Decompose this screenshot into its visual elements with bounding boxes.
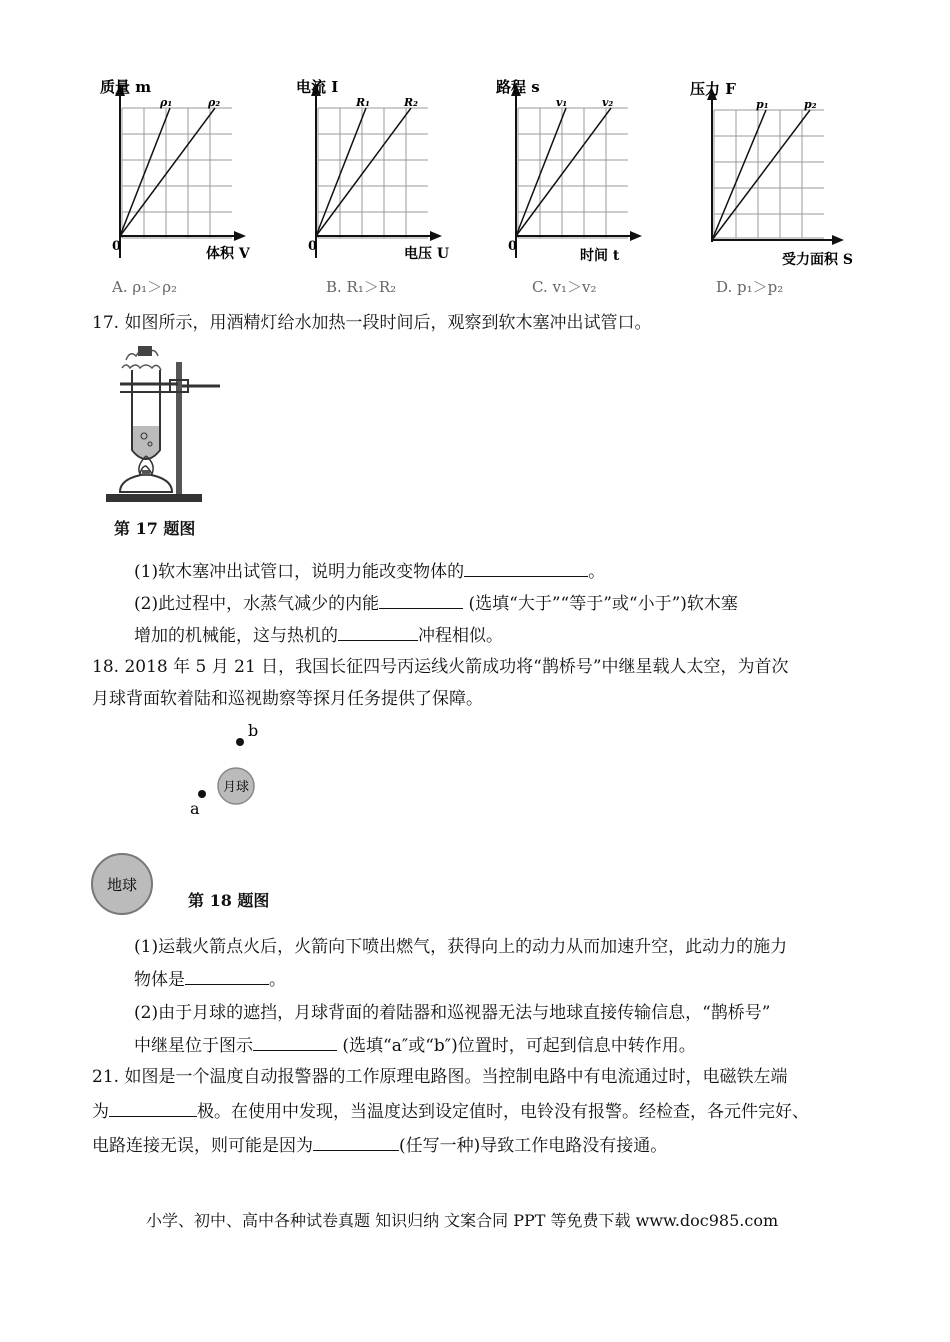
q17-blank-2[interactable] — [379, 592, 463, 609]
q17-part2-text-b: (选填“大于”“等于”或“小于”)软木塞 — [463, 594, 738, 614]
graph-b-line1-label: R₁ — [356, 96, 370, 109]
q17-apparatus-svg — [100, 340, 230, 520]
cork-icon — [138, 346, 152, 356]
q18-part1-text-b: 物体是 — [134, 970, 185, 990]
q21-blank-2[interactable] — [313, 1134, 399, 1151]
q18-caption: 第 18 题图 — [188, 891, 270, 910]
graph-a-svg — [100, 78, 280, 300]
q18-blank-1[interactable] — [185, 968, 269, 985]
graph-b-line2-label: R₂ — [404, 96, 418, 109]
q21-line1: 21. 如图是一个温度自动报警器的工作原理电路图。当控制电路中有电流通过时，电磁铁左端 — [92, 1067, 788, 1087]
graph-a-line2-label: ρ₂ — [208, 96, 221, 109]
q17-stem: 17. 如图所示，用酒精灯给水加热一段时间后，观察到软木塞冲出试管口。 — [92, 313, 652, 333]
q21-text-a: 为 — [92, 1102, 109, 1122]
q18-blank-2[interactable] — [253, 1034, 337, 1051]
q18-part1-line2 — [134, 968, 286, 991]
graph-c-line2-label: v₂ — [602, 96, 614, 109]
option-d: D. p₁＞p₂ — [716, 278, 784, 296]
q17-part2-text-a: (2)此过程中，水蒸气减少的内能 — [134, 594, 380, 614]
q21-blank-1[interactable] — [109, 1100, 197, 1117]
q18-part1-end: 。 — [269, 970, 286, 990]
graph-a-xlabel: 体积 V — [206, 246, 250, 262]
graph-a-line1-label: ρ₁ — [160, 96, 173, 109]
q17-part2-line2 — [134, 624, 503, 647]
graph-c — [496, 78, 676, 300]
point-b-icon — [236, 738, 244, 746]
q18-part1-line1: (1)运载火箭点火后，火箭向下喷出燃气，获得向上的动力从而加速升空，此动力的施力 — [134, 937, 788, 957]
q17-part1-end: 。 — [588, 562, 606, 582]
q21-text-b: 极。在使用中发现，当温度达到设定值时，电铃没有报警。经检查，各元件完好、 — [197, 1102, 809, 1122]
graph-c-svg — [496, 78, 676, 300]
graph-b-xlabel: 电压 U — [404, 246, 450, 262]
graph-b-ylabel: 电流 I — [296, 78, 339, 96]
label-a: a — [190, 799, 200, 818]
label-b: b — [248, 721, 259, 740]
earth-label: 地球 — [106, 876, 138, 894]
q17-figure — [100, 340, 230, 520]
option-c: C. v₁＞v₂ — [532, 278, 597, 296]
graph-a-origin: 0 — [112, 239, 122, 254]
q18-part2-line1: (2)由于月球的遮挡，月球背面的着陆器和巡视器无法与地球直接传输信息，“鹊桥号” — [134, 1003, 771, 1023]
option-b: B. R₁＞R₂ — [326, 278, 397, 296]
q17-part2-text-c: 增加的机械能，这与热机的 — [134, 626, 338, 646]
graph-d-svg — [690, 82, 880, 300]
graph-a — [100, 78, 280, 300]
graph-d-line1-label: p₁ — [756, 98, 769, 111]
q17-part1-text: (1)软木塞冲出试管口，说明力能改变物体的 — [134, 562, 465, 582]
moon-label: 月球 — [222, 780, 250, 795]
graph-c-origin: 0 — [508, 239, 518, 254]
page-footer: 小学、初中、高中各种试卷真题 知识归纳 文案合同 PPT 等免费下载 www.doc985.com — [146, 1211, 779, 1230]
q17-blank-1[interactable] — [464, 560, 588, 577]
graph-b — [296, 78, 476, 300]
q17-blank-3[interactable] — [338, 624, 418, 641]
option-a: A. ρ₁＞ρ₂ — [112, 278, 178, 296]
q17-part1 — [134, 560, 605, 583]
q21-text-c: 电路连接无误，则可能是因为 — [92, 1136, 313, 1156]
graph-c-ylabel: 路程 s — [496, 78, 540, 96]
graph-d-ylabel: 压力 F — [690, 80, 736, 98]
graph-d-line2-label: p₂ — [804, 98, 817, 111]
graph-a-ylabel: 质量 m — [100, 78, 152, 96]
q21-line3 — [92, 1134, 667, 1157]
graph-d — [690, 82, 880, 300]
point-a-icon — [198, 790, 206, 798]
q18-part2-line2 — [134, 1034, 696, 1057]
q21-text-d: (任写一种)导致工作电路没有接通。 — [399, 1136, 668, 1156]
graph-b-svg — [296, 78, 476, 300]
graph-d-xlabel: 受力面积 S — [782, 252, 853, 268]
alcohol-lamp-icon — [120, 474, 172, 492]
q18-part2-text-c: (选填“a″或“b″)位置时，可起到信息中转作用。 — [337, 1036, 696, 1056]
q17-part2-line1 — [134, 592, 738, 615]
q18-part2-text-b: 中继星位于图示 — [134, 1036, 253, 1056]
graph-c-line1-label: v₁ — [556, 96, 568, 109]
q18-stem-line2: 月球背面软着陆和巡视勘察等探月任务提供了保障。 — [92, 689, 483, 709]
q21-line2 — [92, 1100, 809, 1123]
q17-part2-text-d: 冲程相似。 — [418, 626, 503, 646]
graph-b-origin: 0 — [308, 239, 318, 254]
q17-caption: 第 17 题图 — [114, 519, 196, 538]
graph-c-xlabel: 时间 t — [580, 248, 620, 264]
q18-stem-line1: 18. 2018 年 5 月 21 日，我国长征四号丙运线火箭成功将“鹊桥号”中继星载人太空，为首次 — [92, 657, 789, 677]
